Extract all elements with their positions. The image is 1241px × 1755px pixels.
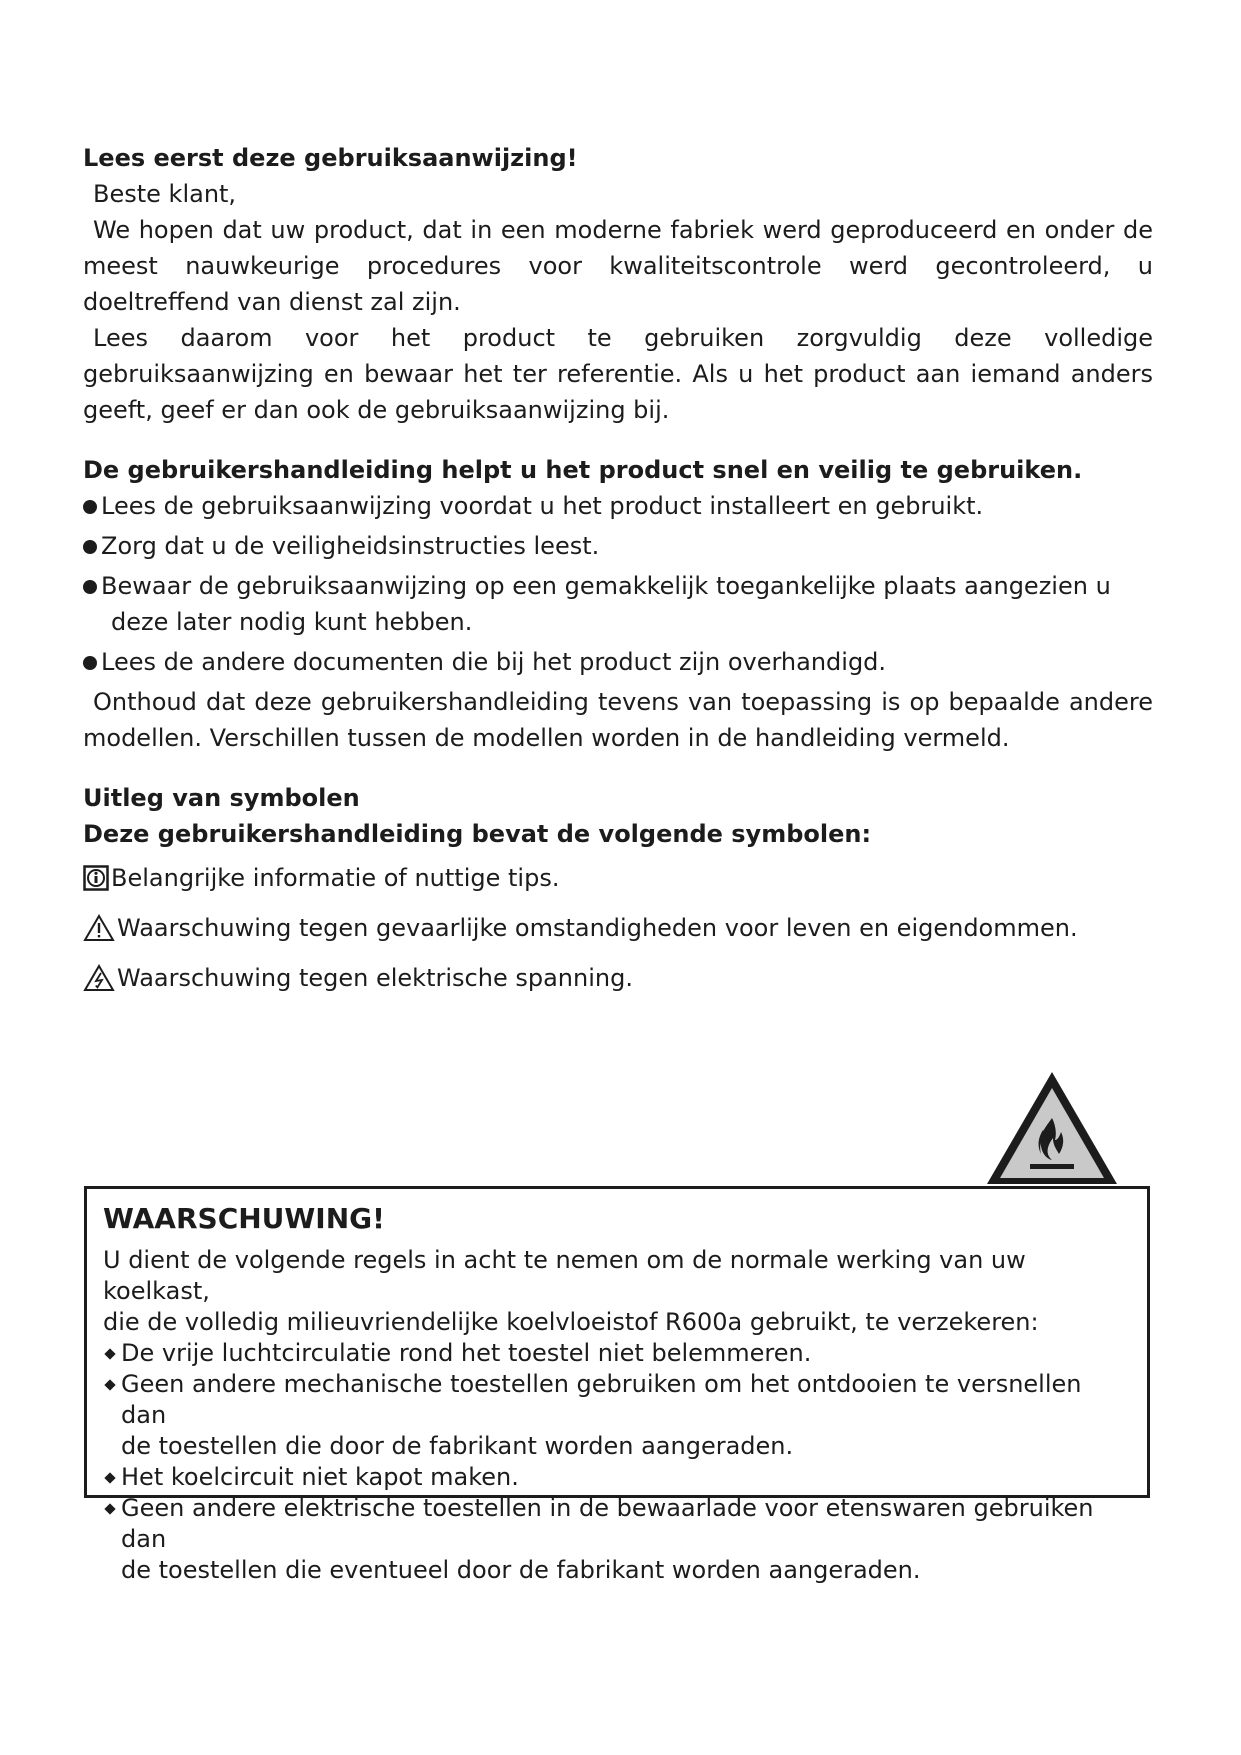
list-item <box>83 488 1153 524</box>
intro-paragraph-2: Lees daarom voor het product te gebruiken zorgvuldig deze volledige gebruiksaanwijzing en bewaar het ter referentie. Als u het product aan iemand anders geeft, geef er dan ook de gebruiksaanwijzing bij. <box>83 324 1153 424</box>
diamond-bullet-icon <box>104 1348 115 1359</box>
warning-intro-line-1: U dient de volgende regels in acht te nemen om de normale werking van uw koelkast, <box>103 1246 1026 1305</box>
info-icon <box>83 865 109 891</box>
greeting: Beste klant, <box>93 180 237 208</box>
warning-list-item <box>103 1369 1131 1462</box>
warning-item-text-continued: de toestellen die eventueel door de fabrikant worden aangeraden. <box>121 1556 921 1584</box>
symbol-text: Waarschuwing tegen gevaarlijke omstandigheden voor leven en eigendommen. <box>117 914 1078 942</box>
list-item-text-continued: deze later nodig kunt hebben. <box>111 608 473 636</box>
warning-box <box>84 1186 1150 1584</box>
list-item <box>83 528 1153 564</box>
bullet-dot-icon <box>83 500 97 514</box>
models-note: Onthoud dat deze gebruikershandleiding tevens van toepassing is op bepaalde andere modellen. Verschillen tussen de modellen worden in de handleiding vermeld. <box>83 688 1153 752</box>
manual-title: De gebruikershandleiding helpt u het product snel en veilig te gebruiken. <box>83 456 1083 484</box>
warning-list-item <box>103 1462 1131 1493</box>
warning-triangle-icon <box>83 914 115 942</box>
warning-intro-line-2: die de volledig milieuvriendelijke koelvloeistof R600a gebruikt, te verzekeren: <box>103 1308 1039 1336</box>
page-content <box>83 140 1153 1010</box>
warning-title: WAARSCHUWING! <box>103 1202 385 1235</box>
warning-item-text: Geen andere elektrische toestellen in de bewaarlade voor etenswaren gebruiken dan <box>121 1494 1094 1553</box>
electric-warning-icon <box>83 964 115 992</box>
symbols-title: Uitleg van symbolen <box>83 784 360 812</box>
warning-list-item <box>103 1338 1131 1369</box>
bullet-dot-icon <box>83 580 97 594</box>
flammable-warning-icon <box>983 1068 1121 1188</box>
warning-item-text: Het koelcircuit niet kapot maken. <box>121 1463 519 1491</box>
bullet-dot-icon <box>83 540 97 554</box>
warning-list-item <box>103 1493 1131 1586</box>
symbol-text: Belangrijke informatie of nuttige tips. <box>111 864 560 892</box>
diamond-bullet-icon <box>104 1379 115 1390</box>
warning-item-text-continued: de toestellen die door de fabrikant worden aangeraden. <box>121 1432 794 1460</box>
warning-item-text: Geen andere mechanische toestellen gebruiken om het ontdooien te versnellen dan <box>121 1370 1082 1429</box>
list-item-text: Lees de gebruiksaanwijzing voordat u het product installeert en gebruikt. <box>101 492 984 520</box>
symbol-item-electric <box>83 960 1153 996</box>
symbols-subtitle: Deze gebruikershandleiding bevat de volgende symbolen: <box>83 820 872 848</box>
intro-paragraph-1: We hopen dat uw product, dat in een moderne fabriek werd geproduceerd en onder de meest nauwkeurige procedures voor kwaliteitscontrole werd gecontroleerd, u doeltreffend van dienst zal zijn. <box>83 216 1153 316</box>
list-item <box>83 568 1153 640</box>
diamond-bullet-icon <box>104 1472 115 1483</box>
symbol-item-info <box>83 860 1153 896</box>
bullet-dot-icon <box>83 656 97 670</box>
intro-title: Lees eerst deze gebruiksaanwijzing! <box>83 144 578 172</box>
symbol-text: Waarschuwing tegen elektrische spanning. <box>117 964 633 992</box>
list-item <box>83 644 1153 680</box>
list-item-text: Bewaar de gebruiksaanwijzing op een gemakkelijk toegankelijke plaats aangezien u <box>101 572 1111 600</box>
warning-item-text: De vrije luchtcirculatie rond het toestel niet belemmeren. <box>121 1339 812 1367</box>
list-item-text: Zorg dat u de veiligheidsinstructies leest. <box>101 532 600 560</box>
symbol-item-warning <box>83 910 1153 946</box>
list-item-text: Lees de andere documenten die bij het product zijn overhandigd. <box>101 648 887 676</box>
diamond-bullet-icon <box>104 1503 115 1514</box>
